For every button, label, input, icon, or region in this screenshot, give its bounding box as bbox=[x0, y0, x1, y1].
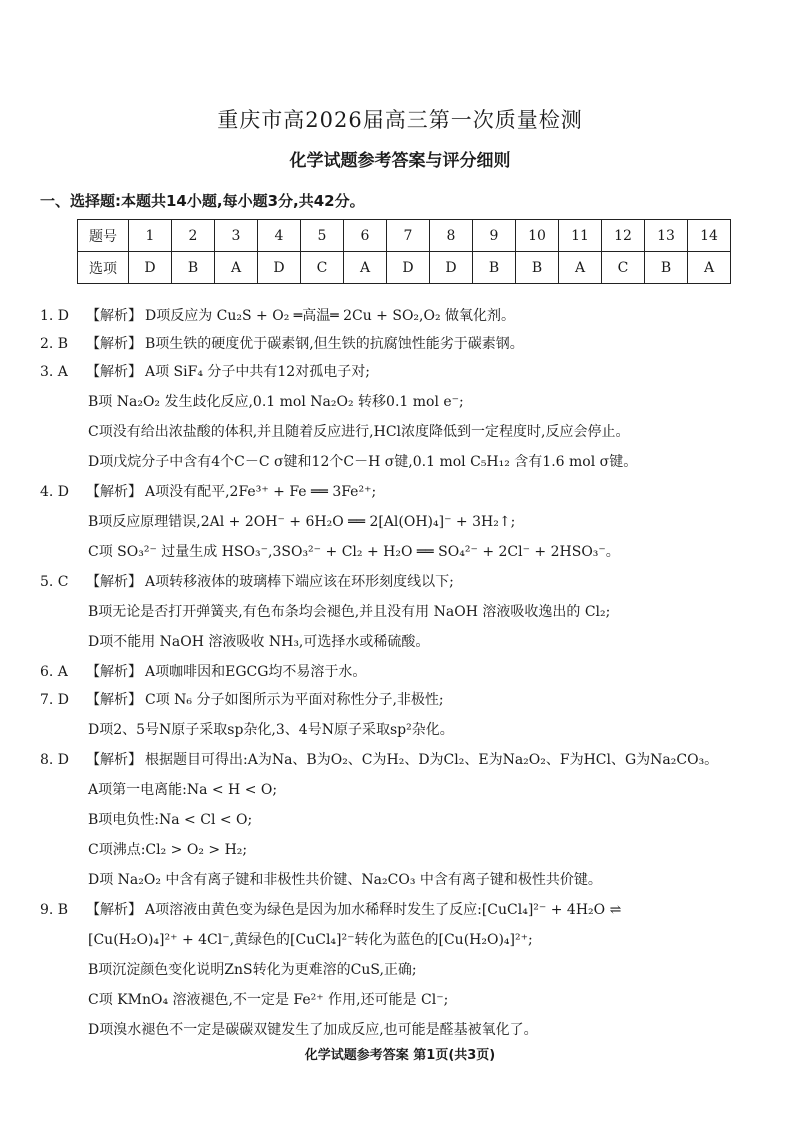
explanation-line: B项反应原理错误,2Al + 2OH⁻ + 6H₂O ══ 2[Al(OH)₄]⁻ + 3H₂↑; bbox=[88, 514, 516, 530]
explanation-line: D项戊烷分子中含有4个C－C σ键和12个C－H σ键,0.1 mol C₅H₁₂ 含有1.6 mol σ键。 bbox=[88, 454, 638, 470]
explanation-line: C项 KMnO₄ 溶液褪色,不一定是 Fe²⁺ 作用,还可能是 Cl⁻; bbox=[88, 992, 449, 1008]
analysis-tag: 【解析】 bbox=[86, 484, 142, 500]
section-heading: 一、选择题:本题共14小题,每小题3分,共42分。 bbox=[40, 192, 365, 210]
analysis-tag: 【解析】 bbox=[86, 364, 142, 380]
explanation-line: D项 Na₂O₂ 中含有离子键和非极性共价键、Na₂CO₃ 中含有离子键和极性共价键。 bbox=[88, 872, 602, 888]
page-footer: 化学试题参考答案 第1页(共3页) bbox=[304, 1048, 496, 1063]
explanation-item bbox=[40, 361, 370, 383]
answer-cell: A bbox=[344, 252, 387, 284]
question-number-cell: 12 bbox=[602, 220, 645, 252]
explanation-line: C项没有给出浓盐酸的体积,并且随着反应进行,HCl浓度降低到一定程度时,反应会停止。 bbox=[88, 424, 630, 440]
page-subtitle: 化学试题参考答案与评分细则 bbox=[289, 151, 511, 171]
explanation-item bbox=[40, 749, 718, 771]
question-number-cell: 3 bbox=[215, 220, 258, 252]
answer-cell: A bbox=[215, 252, 258, 284]
question-number-cell: 14 bbox=[688, 220, 731, 252]
question-answer-label: 3. A bbox=[40, 364, 68, 380]
question-answer-label: 7. D bbox=[40, 692, 70, 708]
question-number-cell: 5 bbox=[301, 220, 344, 252]
explanation-line: C项沸点:Cl₂ > O₂ > H₂; bbox=[88, 842, 248, 858]
explanation-line: D项不能用 NaOH 溶液吸收 NH₃,可选择水或稀硫酸。 bbox=[88, 634, 430, 650]
explanation-text: A项 SiF₄ 分子中共有12对孤电子对; bbox=[145, 364, 370, 380]
question-answer-label: 6. A bbox=[40, 664, 68, 680]
page-title: 重庆市高2026届高三第一次质量检测 bbox=[217, 108, 583, 132]
explanation-line: B项沉淀颜色变化说明ZnS转化为更难溶的CuS,正确; bbox=[88, 962, 417, 978]
question-answer-label: 2. B bbox=[40, 336, 69, 352]
answer-cell: B bbox=[473, 252, 516, 284]
explanation-text: A项溶液由黄色变为绿色是因为加水稀释时发生了反应:[CuCl₄]²⁻ + 4H₂O ⇌ bbox=[145, 902, 622, 918]
answer-cell: B bbox=[172, 252, 215, 284]
explanation-text: C项 N₆ 分子如图所示为平面对称性分子,非极性; bbox=[145, 692, 444, 708]
analysis-tag: 【解析】 bbox=[86, 574, 142, 590]
question-number-cell: 11 bbox=[559, 220, 602, 252]
answer-table bbox=[77, 219, 731, 284]
explanation-line: D项溴水褪色不一定是碳碳双键发生了加成反应,也可能是醛基被氧化了。 bbox=[88, 1022, 538, 1038]
explanation-item bbox=[40, 481, 376, 503]
explanation-item bbox=[40, 305, 515, 327]
analysis-tag: 【解析】 bbox=[86, 692, 142, 708]
question-answer-label: 5. C bbox=[40, 574, 69, 590]
answer-cell: D bbox=[258, 252, 301, 284]
analysis-tag: 【解析】 bbox=[86, 664, 142, 680]
question-number-cell: 4 bbox=[258, 220, 301, 252]
question-number-cell: 8 bbox=[430, 220, 473, 252]
explanation-text: D项反应为 Cu₂S + O₂ ═高温═ 2Cu + SO₂,O₂ 做氧化剂。 bbox=[145, 308, 516, 324]
question-answer-label: 9. B bbox=[40, 902, 69, 918]
answer-cell: A bbox=[559, 252, 602, 284]
answer-cell: D bbox=[430, 252, 473, 284]
answer-table-answer-row bbox=[78, 252, 731, 284]
explanation-line: C项 SO₃²⁻ 过量生成 HSO₃⁻,3SO₃²⁻ + Cl₂ + H₂O ══ SO₄²⁻ + 2Cl⁻ + 2HSO₃⁻。 bbox=[88, 544, 620, 560]
explanation-text: B项生铁的硬度优于碳素钢,但生铁的抗腐蚀性能劣于碳素钢。 bbox=[145, 336, 524, 352]
explanation-line: A项第一电离能:Na < H < O; bbox=[88, 782, 278, 798]
answer-cell: C bbox=[301, 252, 344, 284]
explanation-item bbox=[40, 333, 524, 355]
question-number-cell: 9 bbox=[473, 220, 516, 252]
explanation-text: A项转移液体的玻璃棒下端应该在环形刻度线以下; bbox=[145, 574, 454, 590]
question-number-cell: 2 bbox=[172, 220, 215, 252]
explanation-line: B项无论是否打开弹簧夹,有色布条均会褪色,并且没有用 NaOH 溶液吸收逸出的 Cl₂; bbox=[88, 604, 611, 620]
answer-cell: A bbox=[688, 252, 731, 284]
analysis-tag: 【解析】 bbox=[86, 336, 142, 352]
answer-cell: C bbox=[602, 252, 645, 284]
answer-cell: B bbox=[516, 252, 559, 284]
explanation-text: 根据题目可得出:A为Na、B为O₂、C为H₂、D为Cl₂、E为Na₂O₂、F为HCl、G为Na₂CO₃。 bbox=[145, 752, 719, 768]
explanation-line: [Cu(H₂O)₄]²⁺ + 4Cl⁻,黄绿色的[CuCl₄]²⁻转化为蓝色的[Cu(H₂O)₄]²⁺; bbox=[88, 932, 533, 948]
explanation-line: D项2、5号N原子采取sp杂化,3、4号N原子采取sp²杂化。 bbox=[88, 722, 454, 738]
explanation-line: B项电负性:Na < Cl < O; bbox=[88, 812, 253, 828]
explanation-item bbox=[40, 661, 366, 683]
explanation-text: A项没有配平,2Fe³⁺ + Fe ══ 3Fe²⁺; bbox=[145, 484, 377, 500]
answer-cell: D bbox=[387, 252, 430, 284]
question-number-cell: 7 bbox=[387, 220, 430, 252]
question-number-cell: 1 bbox=[129, 220, 172, 252]
analysis-tag: 【解析】 bbox=[86, 308, 142, 324]
explanation-text: A项咖啡因和EGCG均不易溶于水。 bbox=[145, 664, 367, 680]
question-answer-label: 8. D bbox=[40, 752, 70, 768]
question-number-cell: 10 bbox=[516, 220, 559, 252]
answer-cell: D bbox=[129, 252, 172, 284]
analysis-tag: 【解析】 bbox=[86, 752, 142, 768]
answer-cell: B bbox=[645, 252, 688, 284]
explanation-line: B项 Na₂O₂ 发生歧化反应,0.1 mol Na₂O₂ 转移0.1 mol e⁻; bbox=[88, 394, 464, 410]
question-number-cell: 13 bbox=[645, 220, 688, 252]
question-number-cell: 6 bbox=[344, 220, 387, 252]
answer-table-number-row bbox=[78, 220, 731, 252]
analysis-tag: 【解析】 bbox=[86, 902, 142, 918]
question-answer-label: 1. D bbox=[40, 308, 70, 324]
explanation-item bbox=[40, 571, 454, 593]
explanation-item bbox=[40, 689, 444, 711]
row-label-answer: 选项 bbox=[78, 252, 129, 284]
row-label-question: 题号 bbox=[78, 220, 129, 252]
question-answer-label: 4. D bbox=[40, 484, 70, 500]
explanation-item bbox=[40, 899, 621, 921]
